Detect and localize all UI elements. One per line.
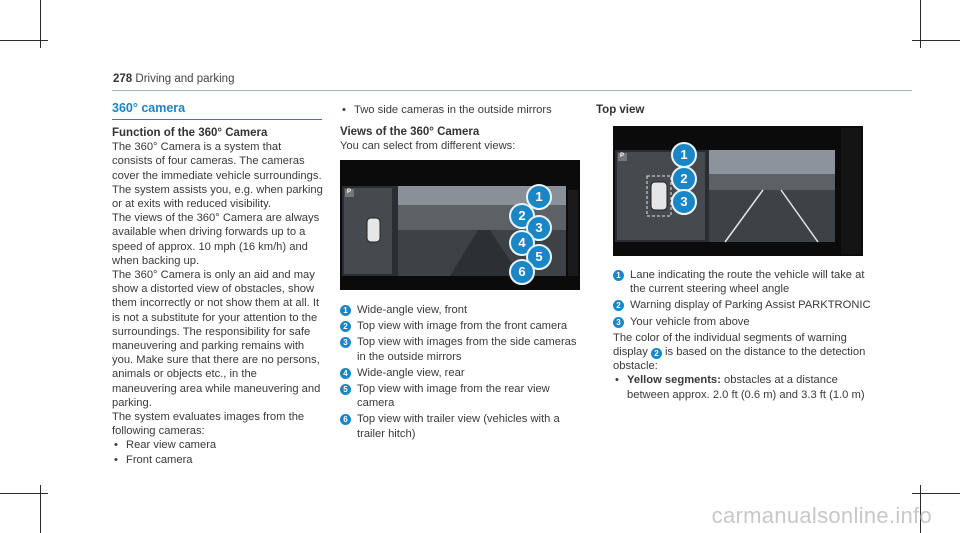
callout-1: 1 [671, 142, 697, 168]
function-para-4: The system evaluates images from the following cameras: [112, 411, 305, 438]
camera-bullet: • Two side cameras in the outside mirrors [340, 103, 580, 117]
function-heading: Function of the 360° Camera [112, 127, 268, 139]
section-title: 360° camera [112, 101, 186, 115]
callout-4: 4 [509, 230, 535, 256]
list-item: 1 Wide-angle view, front [340, 303, 580, 317]
top-view-list [613, 268, 875, 402]
list-item: 4 Wide-angle view, rear [340, 366, 580, 380]
parking-badge: P [347, 189, 352, 195]
crop-mark [0, 40, 48, 41]
top-view-heading: Top view [596, 104, 645, 116]
callout-2: 2 [509, 203, 535, 229]
header-rule [112, 90, 912, 91]
chapter-title: Driving and parking [135, 73, 235, 85]
crop-mark [912, 40, 960, 41]
callout-3: 3 [526, 215, 552, 241]
callout-2: 2 [671, 166, 697, 192]
callout-1: 1 [526, 184, 552, 210]
reference-marker: 2 [651, 348, 662, 359]
section-rule [112, 119, 322, 120]
views-list [340, 303, 580, 443]
list-item: 1 Lane indicating the route the vehicle will take at the current steering wheel angle [613, 268, 875, 296]
list-item: 3 Top view with images from the side cameras in the outside mirrors [340, 335, 580, 363]
crop-mark [0, 493, 48, 494]
watermark: carmanualsonline.info [711, 503, 932, 528]
function-para-3: The 360° Camera is only an aid and may show a distorted view of obstacles, show them incorrectly or not show them at all. It is not a substitute for your attention to the surroundings. The responsibility for safe maneuvering and parking remains with you. Make sure that there are no persons, animals or objects etc., in the maneuvering area while maneuvering and parking. [112, 269, 321, 409]
list-item: 6 Top view with trailer view (vehicles with a trailer hitch) [340, 412, 580, 440]
screen-top-view [613, 126, 863, 256]
parking-badge: P [620, 153, 625, 159]
views-heading: Views of the 360° Camera [340, 126, 480, 139]
page-header [113, 73, 234, 85]
list-item: 5 Top view with image from the rear view camera [340, 382, 580, 410]
list-item: 2 Warning display of Parking Assist PARKTRONIC [613, 298, 875, 312]
page-number: 278 [113, 73, 133, 85]
screen-views [340, 160, 580, 290]
callout-6: 6 [509, 259, 535, 285]
camera-bullet: • Rear view camera [112, 438, 324, 452]
column-3-heading [596, 103, 866, 117]
screen-top-view-image [613, 126, 863, 256]
list-item: 2 Top view with image from the front camera [340, 319, 580, 333]
callout-3: 3 [671, 189, 697, 215]
list-item: 3 Your vehicle from above [613, 315, 875, 329]
color-paragraph: The color of the individual segments of warning display 2 is based on the distance to the detection obstacle: [613, 331, 866, 373]
crop-mark [912, 493, 960, 494]
segment-bullet: • Yellow segments: obstacles at a distance between approx. 2.0 ft (0.6 m) and 3.3 ft (1.0 m) [613, 373, 875, 401]
function-para-2: The views of the 360° Camera are always available when driving forwards up to a speed of approx. 10 mph (16 km/h) and when backing up. [112, 212, 320, 267]
views-intro: You can select from different views: [340, 140, 516, 153]
column-1 [112, 126, 324, 467]
column-2 [340, 103, 580, 154]
function-para-1: The 360° Camera is a system that consists of four cameras. The cameras cover the immediate vehicle surroundings. The system assists you, e.g. when parking or at exits with reduced visibility. [112, 141, 323, 211]
camera-bullet: • Front camera [112, 453, 324, 467]
callout-5: 5 [526, 244, 552, 270]
